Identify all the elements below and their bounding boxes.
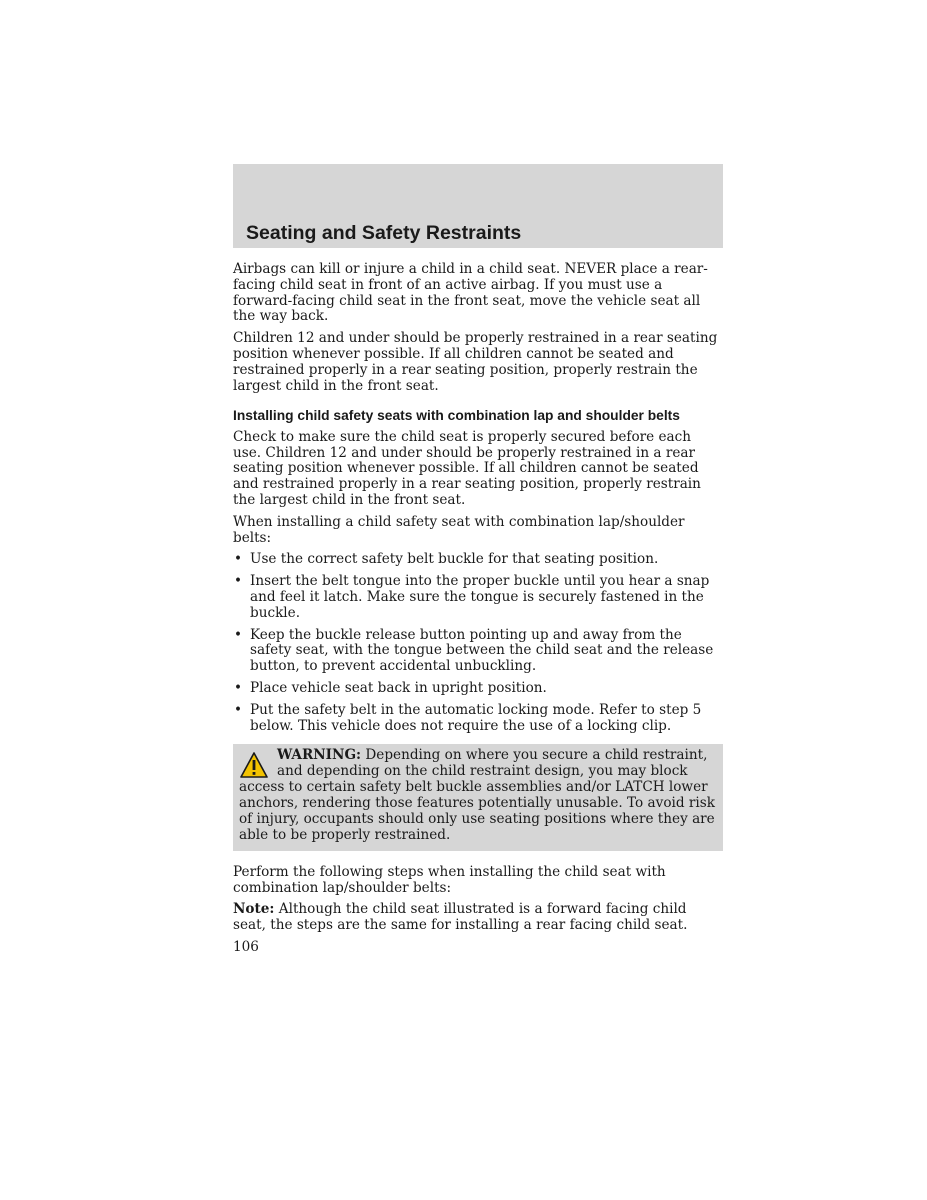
bullet-item: • Keep the buckle release button pointing up and away from the safety seat, with the tongue between the child seat and the release button, to prevent accidental unbuckling. — [233, 628, 723, 675]
section-header-bar — [233, 164, 723, 248]
body-paragraph: When installing a child safety seat with combination lap/shoulder belts: — [233, 513, 685, 546]
intro-paragraph: Children 12 and under should be properly restrained in a rear seating position whenever possible. If all children cannot be seated and restrained properly in a rear seating position, properly restrain the largest child in the front seat. — [233, 330, 718, 394]
bullet-item: • Place vehicle seat back in upright position. — [233, 681, 723, 697]
body-paragraph: Check to make sure the child seat is properly secured before each use. Children 12 and under should be properly restrained in a rear seating position whenever possible. If all children cannot be seated and restrained properly in a rear seating position, properly restrain the largest child in the front seat. — [233, 428, 701, 509]
bullet-item: • Insert the belt tongue into the proper buckle until you hear a snap and feel it latch. Make sure the tongue is securely fastened in the buckle. — [233, 574, 723, 621]
warning-text: Depending on where you secure a child restraint, and depending on the child restraint design, you may block access to certain safety belt buckle assemblies and/or LATCH lower anchors, rendering those features potentially unusable. To avoid risk of injury, occupants should only use seating positions where they are able to be properly restrained. — [239, 747, 715, 843]
warning-label: WARNING: — [277, 747, 362, 764]
page-number: 106 — [233, 939, 259, 956]
section-title: Seating and Safety Restraints — [246, 222, 522, 244]
note-text: Although the child seat illustrated is a forward facing child seat, the steps are the same for installing a rear facing child seat. — [233, 901, 688, 934]
warning-triangle-icon — [239, 751, 269, 779]
warning-box — [233, 744, 723, 850]
note-label: Note: — [233, 901, 275, 918]
closing-paragraph: Perform the following steps when installing the child seat with combination lap/shoulder belts: — [233, 863, 666, 896]
bullet-list — [233, 552, 723, 734]
intro-paragraph: Airbags can kill or injure a child in a child seat. NEVER place a rear-facing child seat in front of an active airbag. If you must use a forward-facing child seat in the front seat, move the vehicle seat all the way back. — [233, 261, 708, 325]
bullet-item: • Put the safety belt in the automatic locking mode. Refer to step 5 below. This vehicle does not require the use of a locking clip. — [233, 703, 723, 735]
page-content — [233, 262, 723, 956]
subsection-heading: Installing child safety seats with combination lap and shoulder belts — [233, 408, 680, 424]
bullet-item: • Use the correct safety belt buckle for that seating position. — [233, 552, 723, 568]
note-paragraph — [233, 902, 723, 934]
